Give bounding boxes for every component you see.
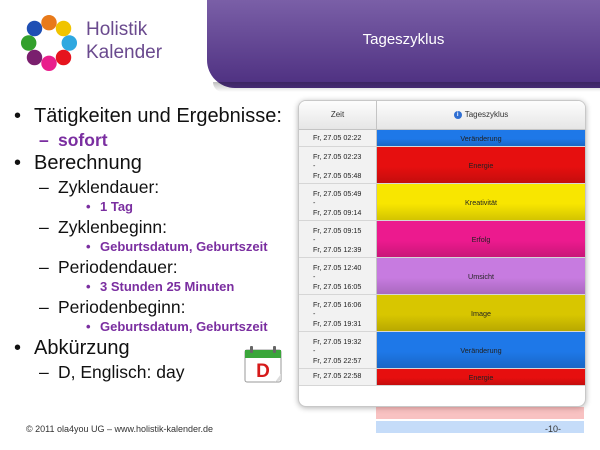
bullet-level2: – sofort (12, 129, 297, 151)
table-row[interactable] (299, 258, 585, 295)
table-row[interactable] (299, 369, 585, 386)
period-bar (377, 369, 585, 385)
time-separator: - (313, 309, 316, 318)
banner-shadow (213, 82, 600, 92)
time-cell (299, 332, 377, 368)
start-time: Fr, 27.05 16:06 (313, 300, 362, 309)
tageszyklus-table (298, 100, 586, 407)
table-row[interactable] (299, 130, 585, 147)
table-row[interactable] (299, 221, 585, 258)
end-time: Fr, 27.05 02:22 (313, 133, 362, 142)
end-time: Fr, 27.05 09:14 (313, 208, 362, 217)
table-header (299, 101, 585, 130)
time-separator: - (313, 272, 316, 281)
time-cell (299, 130, 377, 146)
bullet-level2: – D, Englisch: day (12, 361, 297, 383)
end-time: Fr, 27.05 12:39 (313, 245, 362, 254)
table-row[interactable] (299, 332, 585, 369)
time-cell (299, 258, 377, 294)
table-reflection (298, 407, 584, 450)
time-cell (299, 295, 377, 331)
bullet-level2: – Periodenbeginn: (12, 296, 297, 318)
period-bar (377, 295, 585, 331)
period-bar (377, 130, 585, 146)
bullet-list (12, 104, 297, 383)
column-header-time[interactable]: Zeit (299, 101, 377, 129)
period-label: Energie (468, 160, 494, 170)
holistik-logo-icon (20, 14, 78, 72)
column-header-cycle[interactable] (377, 101, 585, 129)
table-row[interactable] (299, 147, 585, 184)
period-label: Veränderung (460, 133, 502, 143)
page-number: -10- (545, 424, 562, 434)
bullet-level3: • 1 Tag (12, 198, 297, 216)
time-cell (299, 147, 377, 183)
brand-name: Holistik Kalender (86, 19, 163, 63)
bullet-level1: • Tätigkeiten und Ergebnisse: (12, 104, 297, 129)
bullet-level2: – Zyklenbeginn: (12, 216, 297, 238)
column-header-cycle-label: Tageszyklus (464, 110, 509, 119)
table-row[interactable] (299, 295, 585, 332)
bullet-level2: – Periodendauer: (12, 256, 297, 278)
start-time: Fr, 27.05 02:23 (313, 152, 362, 161)
start-time: Fr, 27.05 19:32 (313, 337, 362, 346)
time-cell (299, 184, 377, 220)
period-bar (377, 258, 585, 294)
period-label: Umsicht (468, 271, 494, 281)
period-bar (377, 221, 585, 257)
bullet-level2: – Zyklendauer: (12, 176, 297, 198)
table-row[interactable] (299, 184, 585, 221)
time-separator: - (313, 161, 316, 170)
table-body (299, 130, 585, 386)
bullet-level3: • 3 Stunden 25 Minuten (12, 278, 297, 296)
period-label: Veränderung (460, 345, 502, 355)
period-bar (377, 332, 585, 368)
time-separator: - (313, 346, 316, 355)
time-separator: - (313, 198, 316, 207)
time-cell (299, 221, 377, 257)
time-separator: - (313, 235, 316, 244)
time-cell (299, 369, 377, 385)
period-label: Energie (468, 372, 494, 382)
period-label: Kreativität (465, 197, 497, 207)
bullet-level3: • Geburtsdatum, Geburtszeit (12, 318, 297, 336)
bullet-level3: • Geburtsdatum, Geburtszeit (12, 238, 297, 256)
calendar-day-icon (244, 344, 286, 384)
slide-title: Tageszyklus (362, 31, 445, 48)
start-time: Fr, 27.05 09:15 (313, 226, 362, 235)
end-time: Fr, 27.05 05:48 (313, 171, 362, 180)
end-time: Fr, 27.05 22:58 (313, 371, 362, 380)
end-time: Fr, 27.05 19:31 (313, 319, 362, 328)
info-icon: i (454, 111, 462, 119)
period-bar (377, 184, 585, 220)
bullet-level1: • Berechnung (12, 151, 297, 176)
bullet-level1: • Abkürzung (12, 336, 297, 361)
end-time: Fr, 27.05 22:57 (313, 356, 362, 365)
end-time: Fr, 27.05 16:05 (313, 282, 362, 291)
calendar-day-letter: D (256, 361, 270, 382)
start-time: Fr, 27.05 12:40 (313, 263, 362, 272)
period-label: Erfolg (471, 234, 491, 244)
period-label: Image (471, 308, 491, 318)
period-bar (377, 147, 585, 183)
footer-copyright: © 2011 ola4you UG – www.holistik-kalender.de (26, 424, 214, 434)
start-time: Fr, 27.05 05:49 (313, 189, 362, 198)
